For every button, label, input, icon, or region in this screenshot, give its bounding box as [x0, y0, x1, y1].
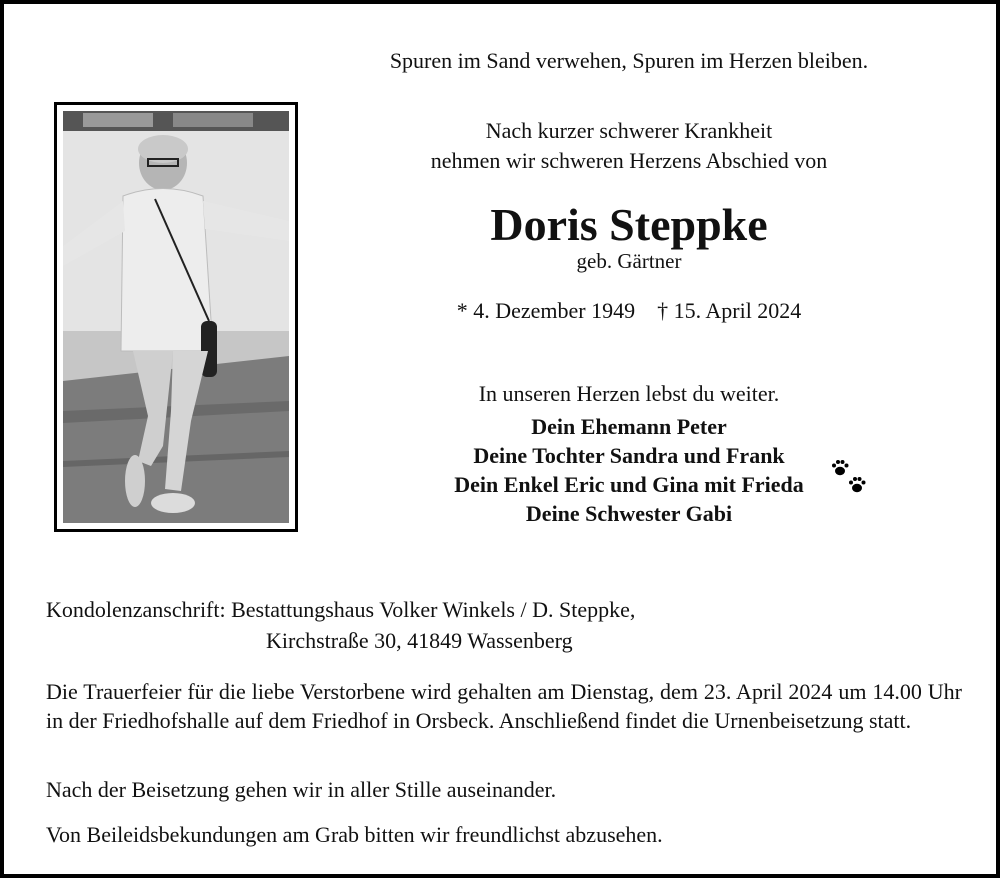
- intro-line-2: nehmen wir schweren Herzens Abschied von: [430, 148, 828, 173]
- intro-text: [304, 116, 954, 176]
- mourner-line: Deine Tochter Sandra und Frank: [473, 443, 785, 468]
- condolence-line-2: Kirchstraße 30, 41849 Wassenberg: [266, 628, 573, 653]
- condolence-address: [46, 594, 635, 656]
- intro-line-1: Nach kurzer schwerer Krankheit: [485, 118, 773, 143]
- mourner-line: Deine Schwester Gabi: [525, 501, 733, 526]
- maiden-name: geb. Gärtner: [576, 249, 682, 273]
- birth-date: * 4. Dezember 1949: [456, 298, 636, 323]
- condolence-wish: Von Beileidsbekundungen am Grab bitten wir freundlichst abzusehen.: [46, 822, 663, 847]
- mourner-line: Dein Ehemann Peter: [531, 414, 727, 439]
- mourner-line: Dein Enkel Eric und Gina mit Frieda: [454, 472, 804, 497]
- ceremony-info: Die Trauerfeier für die liebe Verstorbene wird gehalten am Dienstag, dem 23. April 2024 um 14.00 Uhr in der Friedhofshalle auf dem Friedhof in Orsbeck. Anschließend findet die Urnenbeisetzung statt.: [46, 679, 962, 733]
- portrait-photo-frame: [54, 102, 298, 532]
- mourners-list: [304, 412, 954, 528]
- death-date: † 15. April 2024: [657, 298, 802, 323]
- condolence-line-1: Kondolenzanschrift: Bestattungshaus Volker Winkels / D. Steppke,: [46, 597, 636, 622]
- burial-note: Nach der Beisetzung gehen wir in aller Stille auseinander.: [46, 777, 557, 802]
- motto-quote: Spuren im Sand verwehen, Spuren im Herzen bleiben.: [389, 48, 869, 73]
- farewell-line: In unseren Herzen lebst du weiter.: [478, 381, 780, 406]
- paw-print-icon: [847, 475, 867, 495]
- deceased-name: Doris Steppke: [490, 199, 768, 250]
- portrait-photo: [63, 111, 289, 523]
- life-dates: [304, 298, 954, 324]
